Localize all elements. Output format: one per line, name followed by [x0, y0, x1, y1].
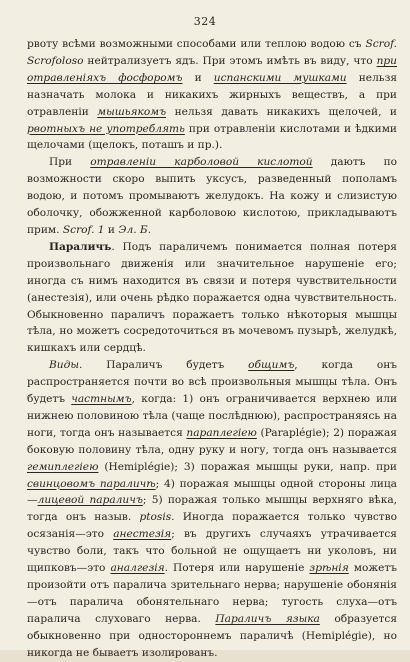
body-text: рвоту всѣми возможными способами или теплою водою съ	[27, 38, 366, 50]
emphasis-text: гемиплегіею	[27, 460, 99, 473]
paragraph-p1	[27, 36, 397, 154]
body-text: . Потеря или нарушеніе	[164, 562, 310, 575]
body-text: нельзя давать никакихъ щелочей, и	[166, 105, 397, 118]
body-text: нельзя назначать молока и никакихъ жирныхъ веществъ, а при отравленіи	[27, 71, 398, 118]
body-text: ; 4) поражая мышцы одной стороны лица—	[27, 477, 397, 507]
body-text: , когда онъ распространяется почти во всѣ произвольныя мышцы тѣла. Онъ будетъ	[27, 359, 397, 406]
emphasis-text: анестезія	[113, 528, 172, 541]
body-text: . Параличъ будетъ	[78, 359, 249, 372]
emphasis-text: Виды	[49, 359, 79, 372]
paragraph-p4	[27, 357, 397, 661]
emphasis-text: при отравленіяхъ фосфоромъ	[27, 54, 397, 84]
emphasis-text: зрѣнія	[309, 562, 349, 575]
emphasis-text: Scrof. 1	[62, 223, 105, 236]
body-text: нейтрализуетъ ядъ. При этомъ имѣть въ виду, что	[83, 54, 377, 67]
emphasis-text: частнымъ	[71, 393, 132, 406]
emphasis-text: параплегіею	[186, 426, 257, 439]
emphasis-text: Параличъ	[49, 240, 112, 253]
page-body	[27, 36, 397, 662]
body-text: и	[182, 71, 214, 84]
paragraph-p3	[27, 239, 397, 357]
body-text: (Hemiplégie); 3) поражая мышцы руки, напр. при	[98, 460, 397, 473]
body-text: при отравленіи кислотами и ѣдкими щелочами (щелокъ, поташъ и пр.).	[27, 122, 397, 152]
body-text: можетъ произойти отъ паралича зрительнаго нерва; нарушеніе обонянія—отъ паралича обонятельнаго нерва; тугость слуха—отъ паралича слуховаго нерва.	[27, 562, 397, 625]
emphasis-text: мышьякомъ	[97, 105, 167, 118]
emphasis-text: Параличъ языка	[215, 612, 320, 625]
emphasis-text: испанскими мушками	[213, 71, 347, 84]
body-text: . Подъ параличемъ понимается полная потеря произвольнаго движенія или значительное нарушеніе его; иногда съ нимъ находится въ связи и потеря чувствительности (анестезія), или очень рѣдко поражается одна чувствительность. Обыкновенно параличъ поражаетъ только нѣкоторыя мышцы тѣла, но можетъ сосредоточиться въ мочевомъ пузырѣ, желудкѣ, кишкахъ или сердцѣ.	[27, 240, 397, 355]
body-text: При	[49, 156, 91, 169]
emphasis-text: лицевой параличъ	[37, 494, 143, 507]
body-text: (Paraplégie); 2) поражая боковую половину тѣла, одну руку и ногу, тогда онъ называется	[27, 426, 397, 456]
emphasis-text: отравленіи карболовой кислотой	[90, 156, 313, 169]
emphasis-text: ptosis	[139, 511, 172, 524]
emphasis-text: аналгезія	[110, 562, 165, 575]
paragraph-p2	[27, 154, 397, 239]
emphasis-text: Scrof. Scrofoloso	[27, 38, 397, 67]
page-number: 324	[193, 15, 217, 28]
emphasis-text: Эл. Б.	[118, 223, 152, 236]
body-text: даютъ по возможности скоро выпить уксусъ, разведенный пополамъ водою, и потомъ промываютъ желудокъ. На кожу и слизистую оболочку, обожженной карболовою кислотою, прикладываютъ прим.	[27, 156, 398, 236]
body-text: ; 5) поражая только мышцы верхняго вѣка, тогда онъ назыв.	[27, 494, 397, 524]
body-text: . Иногда поражается только чувство осязанія—это	[27, 511, 397, 541]
body-text: , когда: 1) онъ ограничивается верхнею или нижнею половиною тѣла (чаще послѣднюю), распространяясь на ноги, тогда онъ называется	[27, 393, 398, 439]
emphasis-text: рвотныхъ не употреблять	[27, 122, 185, 135]
emphasis-text: свинцовомъ параличѣ	[27, 477, 156, 490]
body-text: ; въ другихъ случаяхъ утрачивается чувство боли, такъ что больной не ощущаетъ ни уколовъ, ни щипковъ—это	[27, 528, 397, 575]
emphasis-text: общимъ	[248, 359, 295, 372]
body-text: и	[104, 223, 119, 236]
body-text: образуется обыкновенно при одностороннемъ параличѣ (Hemiplégie), но никогда не бываетъ изолированъ.	[27, 612, 397, 659]
